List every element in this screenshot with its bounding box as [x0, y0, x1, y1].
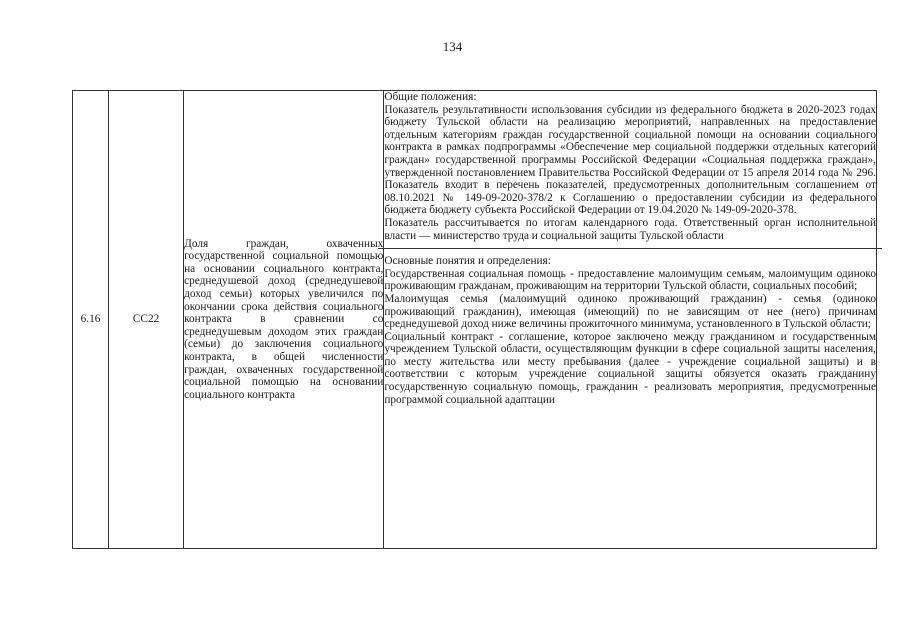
- indicator-name: Доля граждан, охваченных государственной социальной помощью на основании социального контракта, среднедушевой доход (среднедушевой доход семьи) которых увеличился по окончании срока действия социального контракта в сравнении со среднедушевым доходом этих граждан (семьи) до заключения социального контракта, в общей численности граждан, охваченных государственной социальной помощью на основании социального контракта: [184, 91, 384, 549]
- indicator-description: [384, 91, 877, 549]
- definition-social-contract: Социальный контракт - соглашение, которое заключено между гражданином и государственным учреждением Тульской области, осуществляющим функции в сфере социальной защиты населения, по месту жительства или месту пребывания (далее - учреждение социальной защиты) и в соответствии с которым учреждение социальной защиты обязуется оказать гражданину государственную социальную помощь, гражданин - реализовать мероприятия, предусмотренные программой социальной адаптации: [384, 330, 876, 406]
- definitions-heading: Основные понятия и определения:: [384, 255, 551, 268]
- table-row: [73, 91, 877, 549]
- general-paragraph-1: Показатель результативности использования субсидии из федерального бюджета в 2020-2023 годах бюджету Тульской области на реализацию мероприятий, направленных на предоставление отдельным категориям граждан государственной социальной помощи на основании социального контракта в рамках подпрограммы «Обеспечение мер социальной поддержки отдельных категорий граждан» государственной программы Российской Федерации «Социальная поддержка граждан», утвержденной постановлением Правительства Российской Федерации от 15 апреля 2014 года № 296. Показатель входит в перечень показателей, предусмотренных дополнительным соглашением от 08.10.2021 № 149-09-2020-378/2 к Соглашению о предоставлении субсидии из федерального бюджета бюджету субъекта Российской Федерации от 19.04.2020 № 149-09-2020-378.: [384, 103, 876, 217]
- row-number: 6.16: [73, 91, 109, 549]
- indicator-table: [72, 90, 877, 549]
- definition-social-aid: Государственная социальная помощь - предоставление малоимущим семьям, малоимущим одиноко проживающим гражданам, проживающим на территории Тульской области, социальных пособий;: [384, 267, 876, 293]
- page-number: 134: [442, 39, 463, 54]
- general-paragraph-2: Показатель рассчитывается по итогам календарного года. Ответственный орган исполнительной власти — министерство труда и социальной защиты Тульской области: [384, 216, 876, 242]
- definition-low-income-family: Малоимущая семья (малоимущий одиноко проживающий гражданин) - семья (одиноко проживающий гражданин), имеющая (имеющий) по не зависящим от нее (него) причинам среднедушевой доход ниже величины прожиточного минимума, установленного в Тульской области;: [384, 292, 876, 331]
- section-divider: [378, 248, 882, 249]
- general-heading: Общие положения:: [384, 91, 477, 103]
- indicator-code: СС22: [109, 91, 184, 549]
